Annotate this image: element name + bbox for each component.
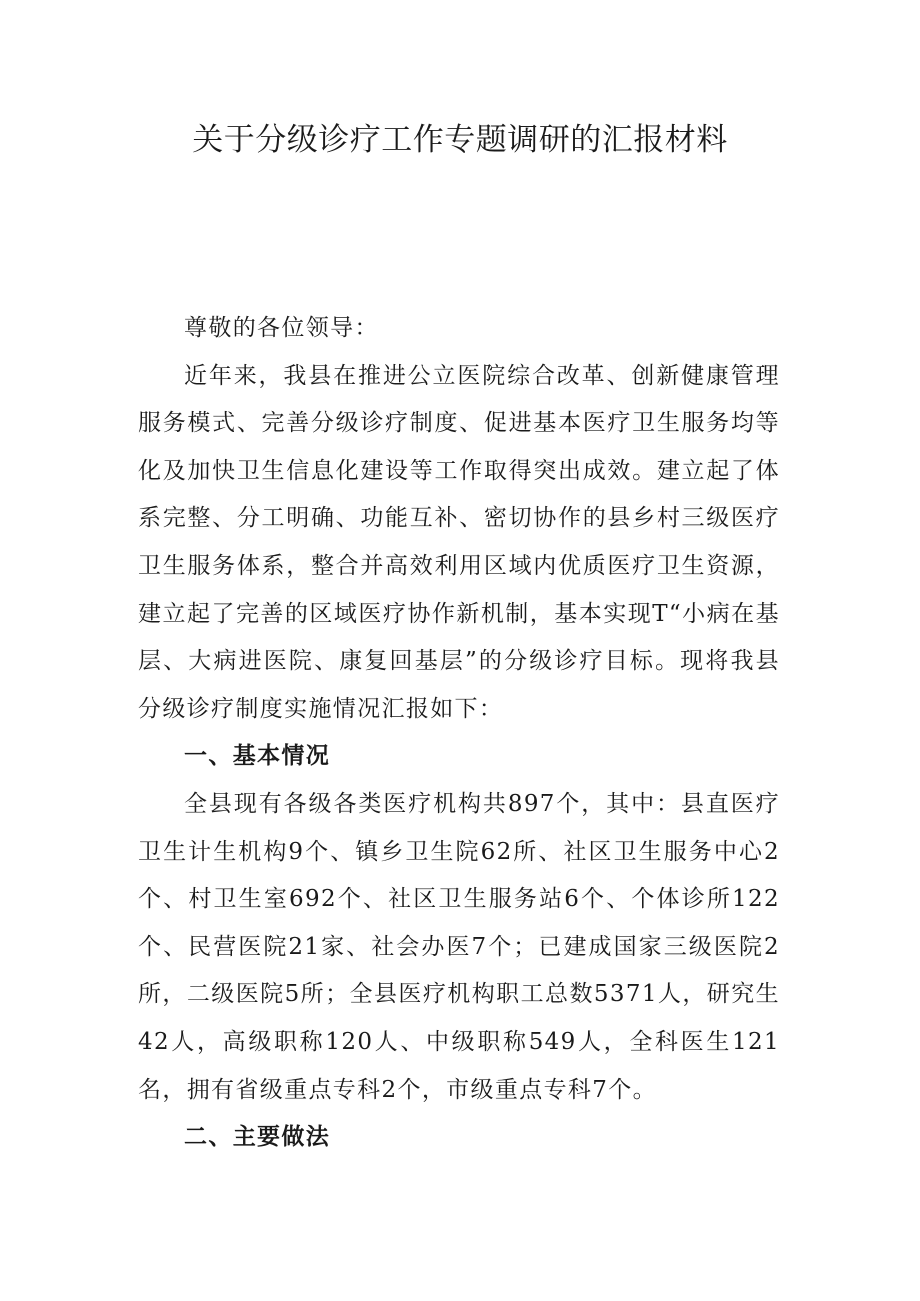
intro-paragraph: 近年来，我县在推进公立医院综合改革、创新健康管理服务模式、完善分级诊疗制度、促进基本医疗卫生服务均等化及加快卫生信息化建设等工作取得突出成效。建立起了体系完整、分工明确、功能互补、密切协作的县乡村三级医疗卫生服务体系，整合并高效利用区域内优质医疗卫生资源，建立起了完善的区域医疗协作新机制，基本实现T“小病在基层、大病进医院、康复回基层”的分级诊疗目标。现将我县分级诊疗制度实施情况汇报如下： — [138, 362, 780, 722]
document-title: 关于分级诊疗工作专题调研的汇报材料 — [192, 122, 728, 158]
basic-situation-paragraph: 全县现有各级各类医疗机构共897个，其中：县直医疗卫生计生机构9个、镇乡卫生院62所、社区卫生服务中心2个、村卫生室692个、社区卫生服务站6个、个体诊所122个、民营医院21家、社会办医7个；已建成国家三级医院2所，二级医院5所；全县医疗机构职工总数5371人，研究生42人，高级职称120人、中级职称549人，全科医生121名，拥有省级重点专科2个，市级重点专科7个。 — [138, 790, 780, 1103]
salutation: 尊敬的各位领导： — [184, 315, 379, 341]
section-heading-basic-situation: 一、基本情况 — [184, 743, 331, 770]
section-heading-main-practices: 二、主要做法 — [184, 1124, 331, 1151]
document-body — [138, 305, 780, 1162]
